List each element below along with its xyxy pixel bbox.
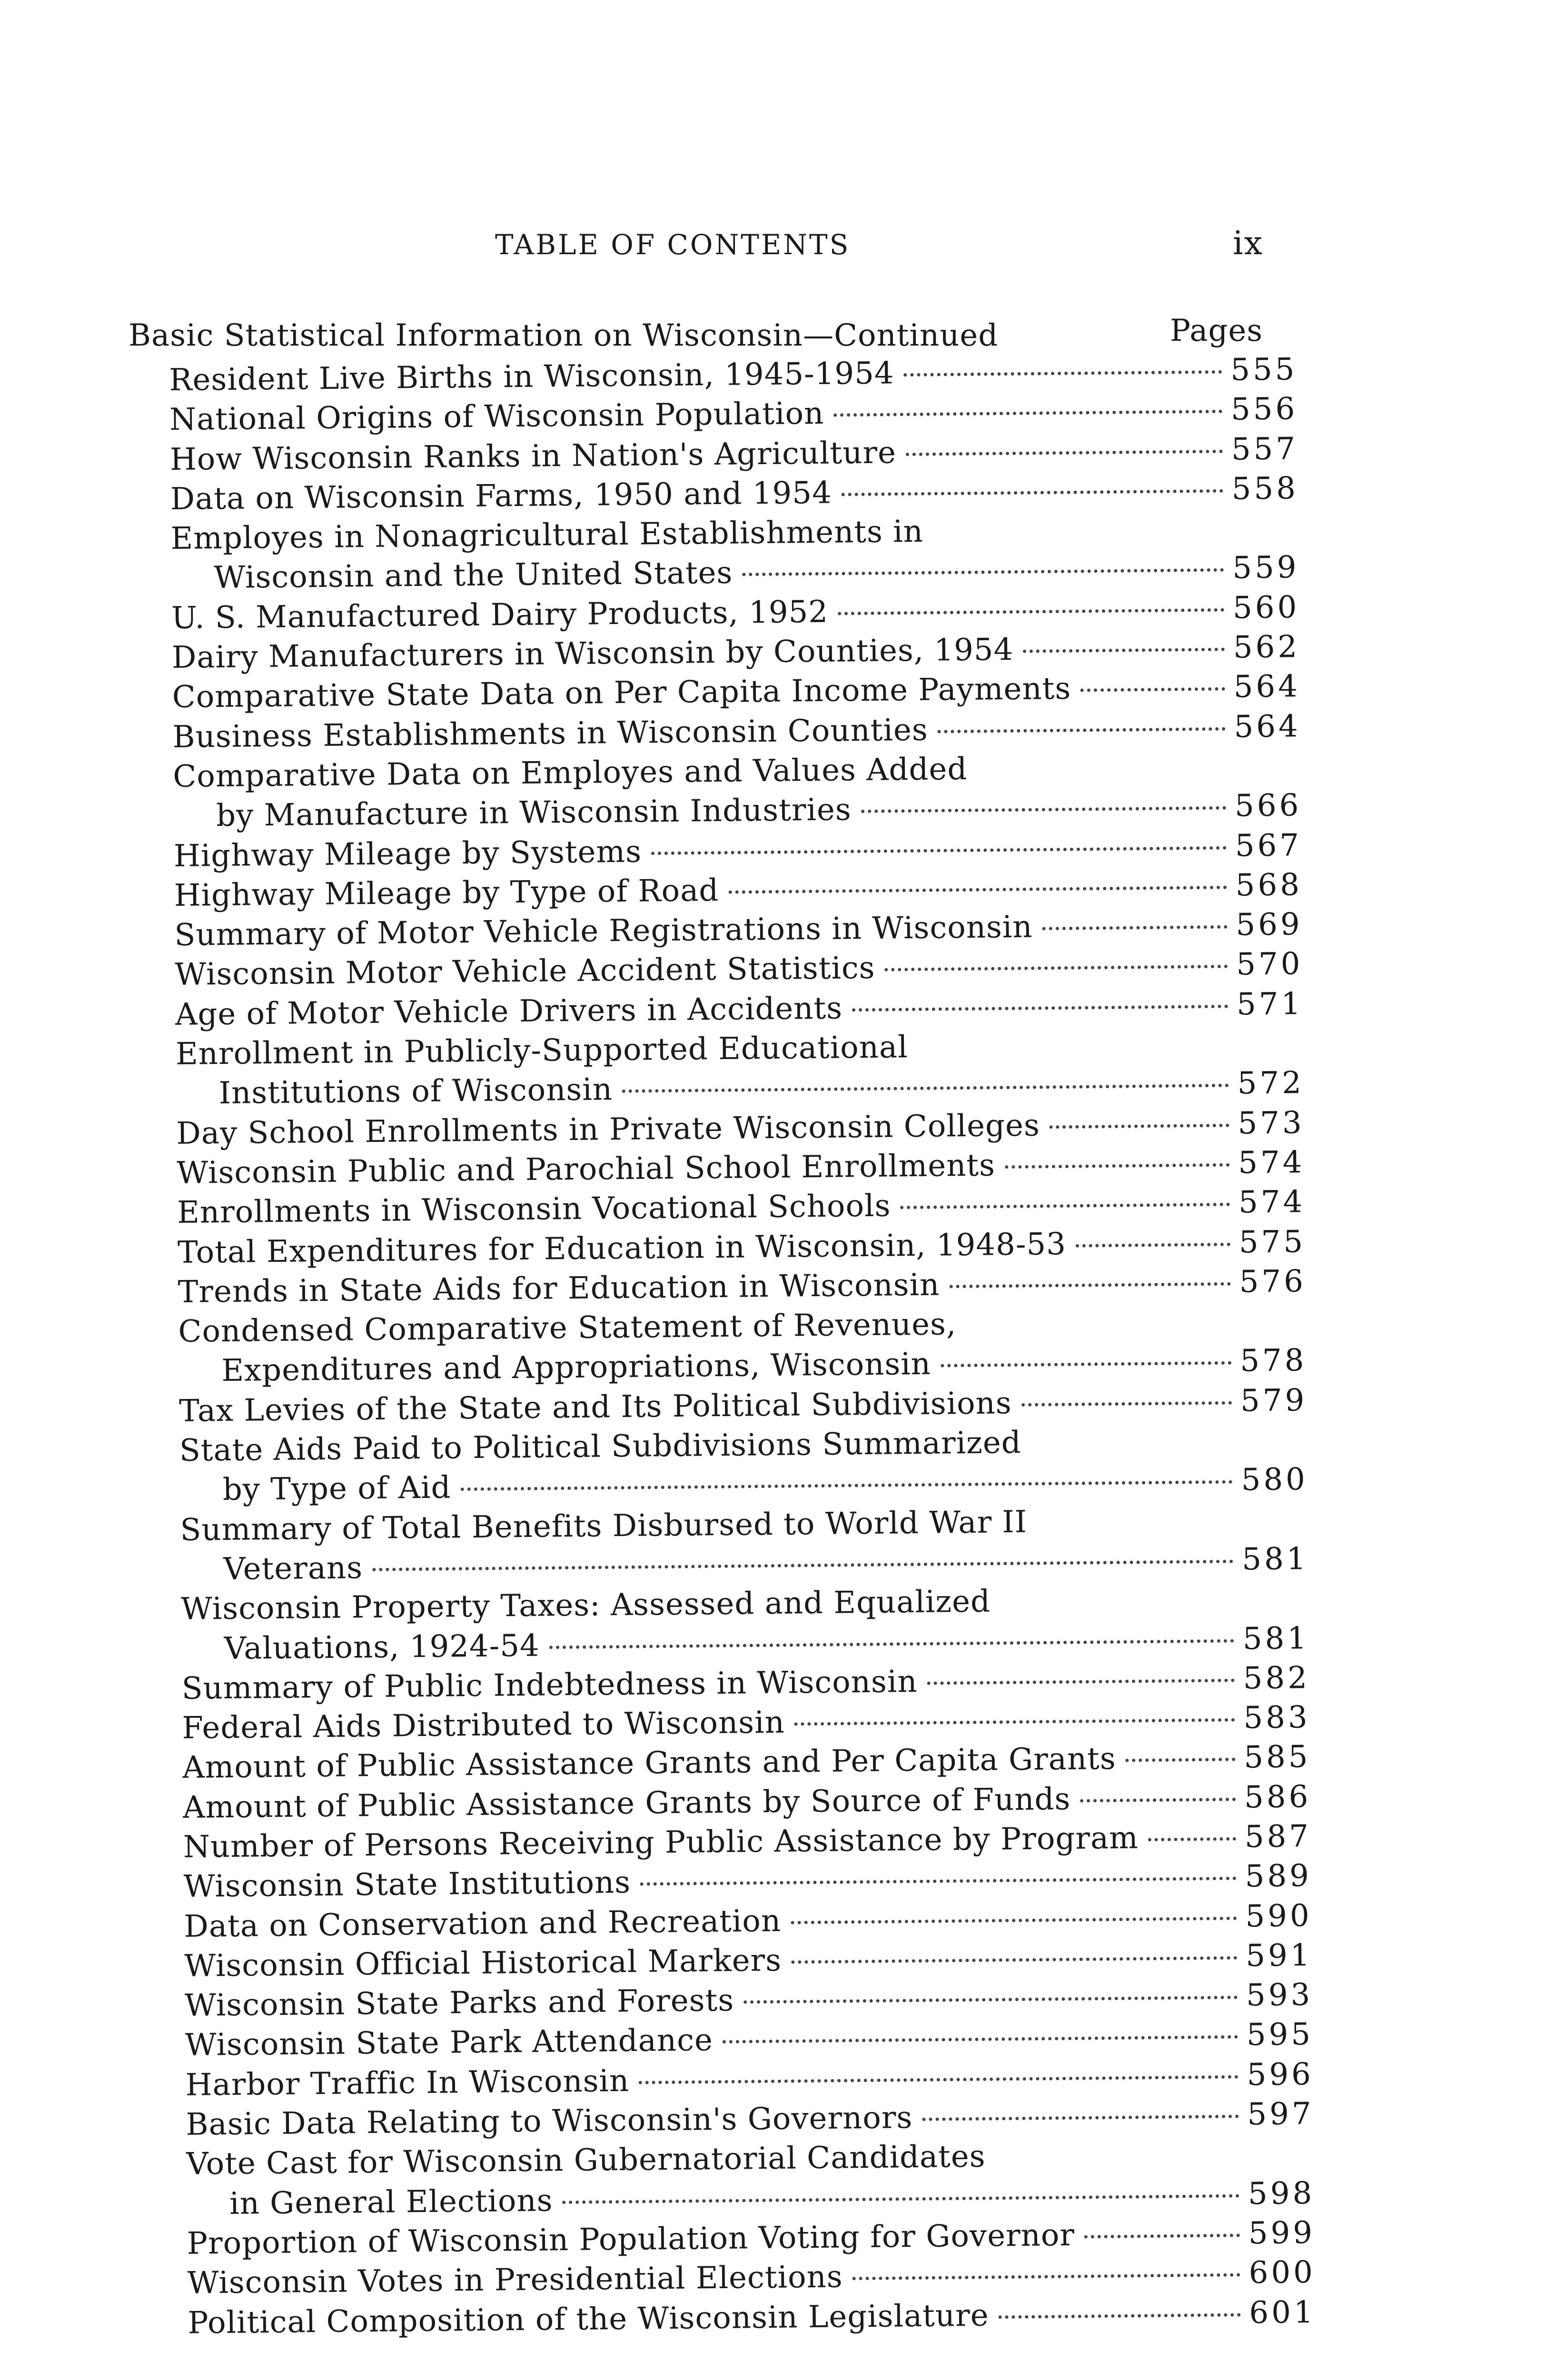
toc-entry-title: Number of Persons Receiving Public Assistance by Program xyxy=(183,1820,1139,1865)
toc-entry-title: Political Composition of the Wisconsin Legislature xyxy=(188,2298,989,2341)
dot-leader xyxy=(1148,1837,1236,1842)
toc-entry-title: U. S. Manufactured Dairy Products, 1952 xyxy=(171,594,829,636)
toc-entry-page: 599 xyxy=(1248,2215,1316,2251)
dot-leader xyxy=(833,410,1222,417)
toc-entry-title: Amount of Public Assistance Grants and Per Capita Grants xyxy=(182,1741,1117,1786)
toc-entry-page: 560 xyxy=(1232,590,1300,626)
toc-entry-page: 559 xyxy=(1232,550,1299,586)
toc-entry-title: How Wisconsin Ranks in Nation's Agriculture xyxy=(169,435,897,477)
dot-leader xyxy=(743,1996,1238,2004)
toc-entry-title: Enrollment in Publicly-Supported Educational xyxy=(175,1030,908,1072)
toc-entry-title: Highway Mileage by Type of Road xyxy=(174,873,719,913)
toc-entry-page: 582 xyxy=(1243,1660,1310,1696)
toc-entry-title: Wisconsin State Park Attendance xyxy=(185,2023,714,2063)
toc-entry-title: Total Expenditures for Education in Wisconsin, 1948-53 xyxy=(177,1226,1067,1270)
toc-entry-page: 570 xyxy=(1236,946,1303,982)
toc-entry-title: Proportion of Wisconsin Population Voting for Governor xyxy=(187,2217,1075,2261)
section-heading: Basic Statistical Information on Wisconsin—Continued xyxy=(129,318,999,353)
toc-entry-title: in General Elections xyxy=(229,2183,553,2221)
toc-entry-title: Trends in State Aids for Education in Wisconsin xyxy=(178,1267,940,1310)
page-number: ix xyxy=(1233,225,1264,262)
toc-entry xyxy=(181,1579,1314,1669)
toc-entry-page: 587 xyxy=(1244,1819,1312,1855)
toc-entry-page: 579 xyxy=(1240,1382,1308,1419)
dot-leader xyxy=(941,1361,1231,1368)
toc-entry xyxy=(176,1024,1309,1114)
toc-entry-page: 564 xyxy=(1233,669,1301,705)
toc-entry-page: 591 xyxy=(1245,1937,1313,1974)
toc-entry-title: Wisconsin Votes in Presidential Elections xyxy=(187,2259,843,2301)
dot-leader xyxy=(1080,1797,1236,1802)
toc-entry-page: 598 xyxy=(1248,2175,1315,2212)
toc-entry-title: Valuations, 1924-54 xyxy=(224,1628,540,1666)
dot-leader xyxy=(563,2194,1240,2204)
toc-entry-page: 586 xyxy=(1244,1779,1311,1815)
toc-entry-title: by Manufacture in Wisconsin Industries xyxy=(216,792,852,834)
dot-leader xyxy=(1084,2234,1240,2239)
toc-entry-title: by Type of Aid xyxy=(222,1470,451,1508)
dot-leader xyxy=(842,489,1223,496)
toc-entry-page: 578 xyxy=(1239,1343,1307,1379)
toc-entry-page: 581 xyxy=(1241,1541,1309,1577)
toc-entry-page: 595 xyxy=(1246,2017,1314,2053)
pages-column-label: Pages xyxy=(1170,313,1263,348)
toc-entry-title: Wisconsin State Parks and Forests xyxy=(184,1983,734,2024)
toc-entry-page: 574 xyxy=(1238,1145,1305,1181)
toc-entry-page: 580 xyxy=(1241,1462,1308,1498)
toc-entry-page: 575 xyxy=(1239,1224,1306,1260)
dot-leader xyxy=(728,886,1227,894)
toc-entry-title: Summary of Motor Vehicle Registrations in Wisconsin xyxy=(174,909,1033,953)
toc-entry-page: 555 xyxy=(1230,352,1298,388)
toc-entry-title: Highway Mileage by Systems xyxy=(173,834,642,874)
dot-leader xyxy=(1050,1123,1229,1129)
toc-entry-title: Federal Aids Distributed to Wisconsin xyxy=(182,1705,785,1746)
toc-entry-title: State Aids Paid to Political Subdivisions Summarized xyxy=(179,1425,1021,1468)
toc-entry-title: Vote Cast for Wisconsin Gubernatorial Candidates xyxy=(186,2139,986,2182)
dot-leader xyxy=(1021,1401,1232,1406)
dot-leader xyxy=(549,1639,1234,1649)
toc-entry-page: 589 xyxy=(1245,1858,1312,1894)
toc-entry-title: Institutions of Wisconsin xyxy=(218,1072,613,1111)
dot-leader xyxy=(1080,687,1225,692)
toc-entry-title: Harbor Traffic In Wisconsin xyxy=(185,2063,630,2103)
dot-leader xyxy=(791,1956,1237,1964)
toc-entry-title: Wisconsin Motor Vehicle Accident Statistics xyxy=(175,951,875,993)
toc-entry-page: 573 xyxy=(1238,1105,1305,1141)
dot-leader xyxy=(639,2075,1239,2084)
toc-entry-title: Wisconsin and the United States xyxy=(214,555,733,596)
toc-entry-title: Wisconsin Public and Parochial School Enrollments xyxy=(177,1148,996,1191)
dot-leader xyxy=(999,2313,1241,2319)
dot-leader xyxy=(885,965,1228,972)
toc-entry-page: 558 xyxy=(1231,471,1299,507)
toc-entry-page: 569 xyxy=(1236,907,1303,943)
dot-leader xyxy=(723,2035,1238,2043)
dot-leader xyxy=(1126,1758,1236,1762)
toc-entry-page: 601 xyxy=(1249,2294,1316,2330)
toc-entry-page: 596 xyxy=(1247,2056,1314,2093)
dot-leader xyxy=(900,1203,1230,1210)
toc-entry-page: 564 xyxy=(1234,708,1301,745)
toc-entry-page: 566 xyxy=(1234,788,1302,824)
toc-entry-title: Day School Enrollments in Private Wisconsin Colleges xyxy=(176,1108,1041,1151)
toc-entry xyxy=(179,1420,1313,1510)
dot-leader xyxy=(1005,1163,1229,1169)
toc-entry-page: 572 xyxy=(1237,1065,1305,1101)
dot-leader xyxy=(922,2115,1239,2121)
toc-entry xyxy=(170,508,1304,598)
dot-leader xyxy=(904,370,1222,377)
toc-entry xyxy=(178,1301,1311,1391)
toc-entry-title: National Origins of Wisconsin Population xyxy=(169,396,824,438)
toc-entry-title: Data on Wisconsin Farms, 1950 and 1954 xyxy=(170,475,832,517)
toc-entry-title: Resident Live Births in Wisconsin, 1945-1954 xyxy=(169,356,894,398)
dot-leader xyxy=(651,846,1227,855)
toc-entry-title: Age of Motor Vehicle Drivers in Accidents xyxy=(175,991,843,1032)
toc-entry-page: 562 xyxy=(1233,629,1300,665)
toc-entry-list xyxy=(169,350,1321,2343)
toc-entry-title: Tax Levies of the State and Its Political Subdivisions xyxy=(178,1385,1012,1429)
dot-leader xyxy=(938,727,1226,733)
toc-entry-page: 590 xyxy=(1245,1898,1312,1934)
toc-entry-title: Enrollments in Wisconsin Vocational Schools xyxy=(177,1188,891,1231)
dot-leader xyxy=(372,1560,1233,1571)
toc-entry xyxy=(186,2134,1319,2224)
toc-entry-page: 593 xyxy=(1246,1977,1313,2013)
toc-entry-page: 600 xyxy=(1249,2255,1316,2291)
toc-entry-title: Comparative State Data on Per Capita Income Payments xyxy=(172,671,1071,715)
toc-entry-title: Amount of Public Assistance Grants by Source of Funds xyxy=(182,1781,1071,1825)
dot-leader xyxy=(640,1877,1237,1886)
toc-entry-title: Condensed Comparative Statement of Revenues, xyxy=(178,1307,957,1350)
toc-entry-title: Employes in Nonagricultural Establishments in xyxy=(170,514,924,557)
toc-entry-title: Summary of Total Benefits Disbursed to World War II xyxy=(180,1504,1028,1548)
dot-leader xyxy=(622,1084,1229,1093)
dot-leader xyxy=(1023,648,1225,653)
toc-entry-page: 574 xyxy=(1238,1184,1306,1220)
toc-entry-title: Comparative Data on Employes and Values Added xyxy=(173,751,968,794)
toc-entry-title: Veterans xyxy=(223,1550,363,1587)
dot-leader xyxy=(742,568,1224,576)
toc-entry-title: Summary of Public Indebtedness in Wisconsin xyxy=(181,1664,918,1706)
toc-entry-title: Wisconsin State Institutions xyxy=(183,1865,631,1905)
toc-entry-title: Basic Data Relating to Wisconsin's Governors xyxy=(186,2100,913,2142)
toc-entry-page: 583 xyxy=(1243,1700,1310,1736)
toc-entry xyxy=(173,746,1306,836)
dot-leader xyxy=(906,449,1223,456)
toc-entry-title: Data on Conservation and Recreation xyxy=(184,1903,782,1944)
toc-entry-page: 556 xyxy=(1230,391,1298,427)
toc-entry-title: Business Establishments in Wisconsin Counties xyxy=(172,712,928,755)
dot-leader xyxy=(838,608,1224,615)
toc-entry-title: Dairy Manufacturers in Wisconsin by Counties, 1954 xyxy=(171,632,1014,676)
toc-entry-page: 557 xyxy=(1231,431,1298,467)
dot-leader xyxy=(460,1480,1232,1491)
toc-entry-page: 568 xyxy=(1235,867,1303,903)
dot-leader xyxy=(949,1282,1231,1289)
dot-leader xyxy=(852,1004,1228,1012)
toc-entry-page: 567 xyxy=(1235,827,1302,864)
dot-leader xyxy=(1076,1242,1230,1247)
toc-entry xyxy=(180,1500,1313,1590)
toc-entry-page: 581 xyxy=(1242,1620,1310,1656)
dot-leader xyxy=(791,1916,1237,1924)
toc-entry-page: 597 xyxy=(1247,2096,1314,2132)
dot-leader xyxy=(927,1678,1234,1685)
running-title: TABLE OF CONTENTS xyxy=(495,228,851,261)
toc-entry-page: 585 xyxy=(1243,1739,1311,1775)
dot-leader xyxy=(852,2273,1240,2281)
toc-entry-title: Wisconsin Official Historical Markers xyxy=(184,1943,782,1984)
toc-entry-page: 576 xyxy=(1239,1263,1307,1300)
dot-leader xyxy=(861,806,1227,813)
dot-leader xyxy=(794,1718,1235,1726)
toc-entry-title: Expenditures and Appropriations, Wisconsin xyxy=(221,1347,932,1389)
toc-entry-title: Wisconsin Property Taxes: Assessed and Equalized xyxy=(180,1584,991,1627)
dot-leader xyxy=(1042,925,1228,931)
toc-entry-page: 571 xyxy=(1236,986,1304,1022)
